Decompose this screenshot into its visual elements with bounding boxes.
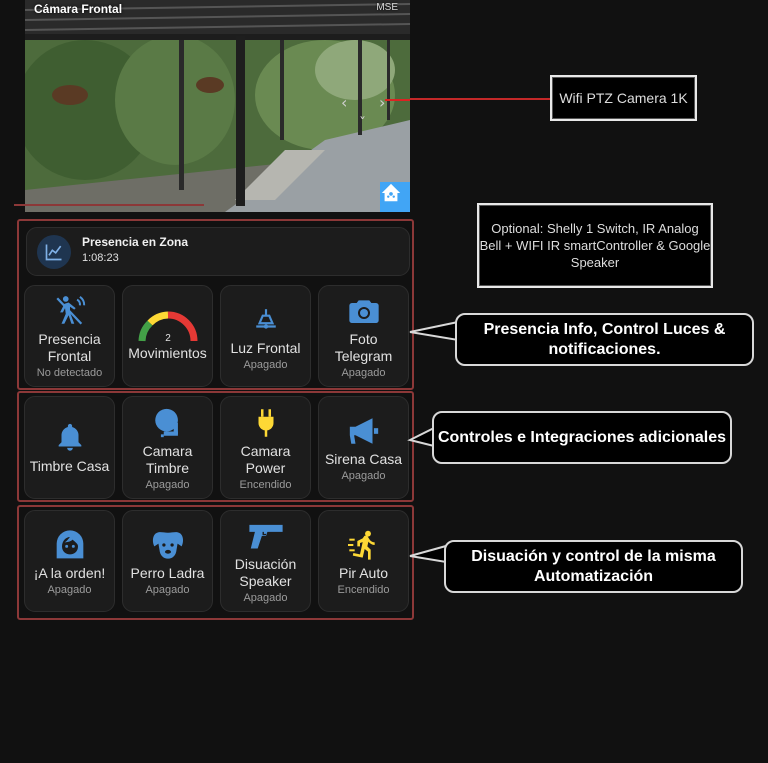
tile-label: Timbre Casa (29, 458, 110, 474)
tile-state: Encendido (239, 478, 292, 491)
tile-label: Foto Telegram (334, 331, 393, 364)
tile-state: Apagado (341, 367, 386, 379)
tile-label: Camara Power (240, 442, 291, 476)
camera-corner-text: MSE (376, 2, 398, 13)
tile-label: Perro Ladra (130, 564, 205, 581)
tile-label: Camara Timbre (142, 442, 193, 476)
tile-state: Apagado (145, 478, 190, 491)
camera-label-note: Wifi PTZ Camera 1K (550, 75, 697, 121)
tile-state: No detectado (36, 367, 103, 379)
tile-label: Sirena Casa (324, 451, 403, 467)
tile-state: Apagado (47, 583, 92, 596)
svg-text:ˇ: ˇ (359, 116, 366, 132)
optional-note: Optional: Shelly 1 Switch, IR Analog Bell + WIFI IR smartController & Google Speaker (477, 203, 713, 288)
tile-label: Disuación Speaker (234, 556, 297, 589)
tile-state: Apagado (145, 583, 190, 596)
tile-state: Apagado (341, 470, 386, 482)
presence-zone-name: Presencia en Zona (82, 235, 189, 249)
svg-text:‹: ‹ (341, 93, 348, 112)
tile-label: ¡A la orden! (33, 564, 106, 581)
presence-zone-duration: 1:08:23 (82, 252, 119, 264)
tile-state: Apagado (243, 592, 288, 604)
callout-disuasion: Disuación y control de la misma Automatización (444, 540, 743, 593)
tile-label: Pir Auto (338, 564, 389, 581)
tile-state: Apagado (243, 358, 288, 371)
tile-label: Presencia Frontal (38, 331, 101, 364)
svg-text:›: › (379, 93, 386, 112)
gauge-value: 2 (164, 332, 171, 343)
callout-presencia: Presencia Info, Control Luces & notificaciones. (455, 313, 754, 366)
tile-state: Encendido (337, 583, 390, 596)
tile-label: Luz Frontal (230, 339, 301, 356)
callout-controles: Controles e Integraciones adicionales (432, 411, 732, 464)
camera-title: Cámara Frontal (34, 2, 123, 16)
tile-label: Movimientos (128, 344, 207, 361)
